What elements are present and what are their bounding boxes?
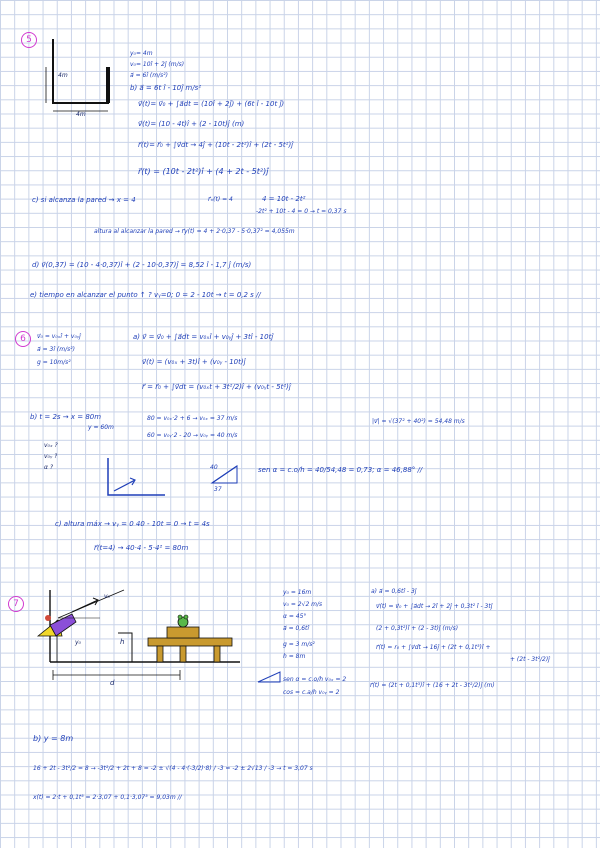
- p5-c-line2: altura al alcanzar la pared → r⃗y(t) = 4 + 2·0,37 - 5·0,37² = 4,055m: [94, 228, 295, 235]
- p6-question-v0y: v₀ᵧ ?: [44, 453, 58, 460]
- p6-b-magnitude: |v⃗| = √(37² + 40²) = 54,48 m/s: [372, 418, 465, 425]
- p6-triangle-opposite: 40: [210, 464, 218, 471]
- p6-question-alpha: α ?: [44, 464, 54, 471]
- p6-given-v0: v⃗₀ = v₀ₓî + v₀ᵧĵ: [37, 333, 81, 340]
- p7-given-a: a⃗ = 0,6tî: [283, 625, 310, 632]
- p6-triangle-adjacent: 37: [214, 486, 222, 493]
- p5-b-line3: v⃗(t)= (10 - 4t)î + (2 - 10t)ĵ (m): [138, 120, 245, 128]
- p6-b-sin: sen α = c.o/h = 40/54,48 = 0,73; α = 46,88° //: [258, 466, 423, 474]
- p6-b-eq1: 80 = v₀ₓ·2 + 6 → v₀ₓ = 37 m/s: [147, 415, 238, 422]
- p7-given-h: h = 8m: [283, 653, 306, 660]
- p5-d: d) v⃗(0,37) = (10 - 4·0,37)î + (2 - 10·0,37)ĵ = 8,52 î - 1,7 ĵ (m/s): [32, 261, 252, 269]
- p7-b-line1: b) y = 8m: [33, 734, 74, 743]
- p7-a-line6: r⃗(t) = (2t + 0,1t³)î + (16 + 2t - 3t²/2)ĵ (m): [370, 682, 495, 689]
- p7-given-y0: y₀ = 16m: [283, 589, 312, 596]
- problem-number-7: 7: [8, 596, 24, 612]
- p5-given-v0: v₀= 10î + 2ĵ (m/s): [130, 61, 185, 68]
- p7-given-alpha: α = 45°: [283, 613, 307, 620]
- p6-a-line1: a) v⃗ = v⃗₀ + ∫a⃗dt = v₀ₓî + v₀ᵧĵ + 3tî - 10tĵ: [133, 333, 274, 341]
- p6-given-g: g = 10m/s²: [37, 359, 71, 366]
- p6-given-a: a⃗ = 3î (m/s²): [37, 346, 75, 353]
- p7-v0-label: v₀: [104, 593, 110, 600]
- problem-number-5: 5: [21, 32, 37, 48]
- p7-trig-cos: cos = c.a/h v₀ᵧ = 2: [283, 689, 340, 696]
- p5-b-line4: r⃗(t)= r⃗₀ + ∫v⃗dt → 4ĵ + (10t - 2t²)î + (2t - 5t²)ĵ: [138, 141, 294, 149]
- floor-width-label: 4m: [76, 111, 86, 118]
- p5-b-line5: r⃗(t) = (10t - 2t²)î + (4 + 2t - 5t²)ĵ: [138, 167, 269, 176]
- p5-c-eq3: -2t² + 10t - 4 = 0 → t = 0,37 s: [256, 208, 347, 215]
- p7-given-v0: v₀ = 2√2 m/s: [283, 601, 323, 608]
- p5-given-y0: y₀= 4m: [130, 50, 153, 57]
- p6-c-line2: r⃗(t=4) → 40·4 - 5·4² = 80m: [94, 544, 189, 552]
- p7-trig-sin: sen α = c.o/h v₀ₓ = 2: [283, 676, 347, 683]
- p7-a-line4: r⃗(t) = r₀ + ∫v⃗dt → 16ĵ + (2t + 0,1t³)î +: [376, 644, 491, 651]
- p6-a-line3: r⃗ = r⃗₀ + ∫v⃗dt = (v₀ₓt + 3t²/2)î + (v₀ᵧt - 5t²)ĵ: [142, 383, 291, 391]
- p6-b-line2: y = 60m: [88, 424, 114, 431]
- p5-b-line2: v⃗(t)= v⃗₀ + ∫a⃗dt = (10î + 2ĵ) + (6t î - 10t ĵ): [138, 100, 285, 108]
- p5-e: e) tiempo en alcanzar el punto ↑ ? vᵧ=0; 0 = 2 - 10t → t = 0,2 s //: [30, 291, 261, 299]
- p5-c-eq2: 4 = 10t - 2t²: [262, 195, 306, 203]
- p7-b-line2: 16 + 2t - 3t²/2 = 8 → -3t²/2 + 2t + 8 = -2 ± √(4 - 4·(-3/2)·8) / -3 = -2 ± 2√13 / -3 → t = 3,07 s: [33, 765, 313, 772]
- p7-d-label: d: [110, 679, 115, 687]
- p7-a-line3: (2 + 0,3t²)î + (2 - 3t)ĵ (m/s): [376, 625, 459, 632]
- p7-h-label: h: [120, 638, 125, 646]
- p5-c-eq1: r⃗ₓ(t) = 4: [208, 196, 233, 203]
- p6-a-line2: v⃗(t) = (v₀ₓ + 3t)î + (v₀ᵧ - 10t)ĵ: [142, 358, 246, 366]
- p7-a-line1: a) a⃗ = 0,6tî - 3ĵ: [371, 588, 417, 595]
- p6-b-eq2: 60 = v₀ᵧ·2 - 20 → v₀ᵧ = 40 m/s: [147, 432, 238, 439]
- p7-y0-label: y₀: [75, 639, 81, 646]
- p6-c-line1: c) altura máx → vᵧ = 0 40 - 10t = 0 → t = 4s: [55, 520, 210, 528]
- p7-b-line3: x(t) = 2·t + 0,1t³ = 2·3,07 + 0,1·3,07³ = 9,03m //: [33, 794, 182, 801]
- p6-b-line1: b) t = 2s → x = 80m: [30, 413, 102, 421]
- p5-b-line1: b) a⃗ = 6t î - 10ĵ m/s²: [130, 84, 202, 92]
- problem-number-6: 6: [15, 331, 31, 347]
- p5-c-line1: c) si alcanza la pared → x = 4: [32, 196, 136, 204]
- p7-a-line2: v⃗(t) = v⃗₀ + ∫a⃗dt → 2î + 2ĵ + 0,3t² î - 3tĵ: [376, 603, 493, 610]
- p6-question-v0x: v₀ₓ ?: [44, 442, 58, 449]
- p7-given-g: g = 3 m/s²: [283, 641, 315, 648]
- p5-given-a: a⃗ = 6î (m/s²): [130, 72, 168, 79]
- wall-height-label: 4m: [58, 72, 68, 79]
- p7-a-line5: + (2t - 3t²/2)ĵ: [510, 656, 550, 663]
